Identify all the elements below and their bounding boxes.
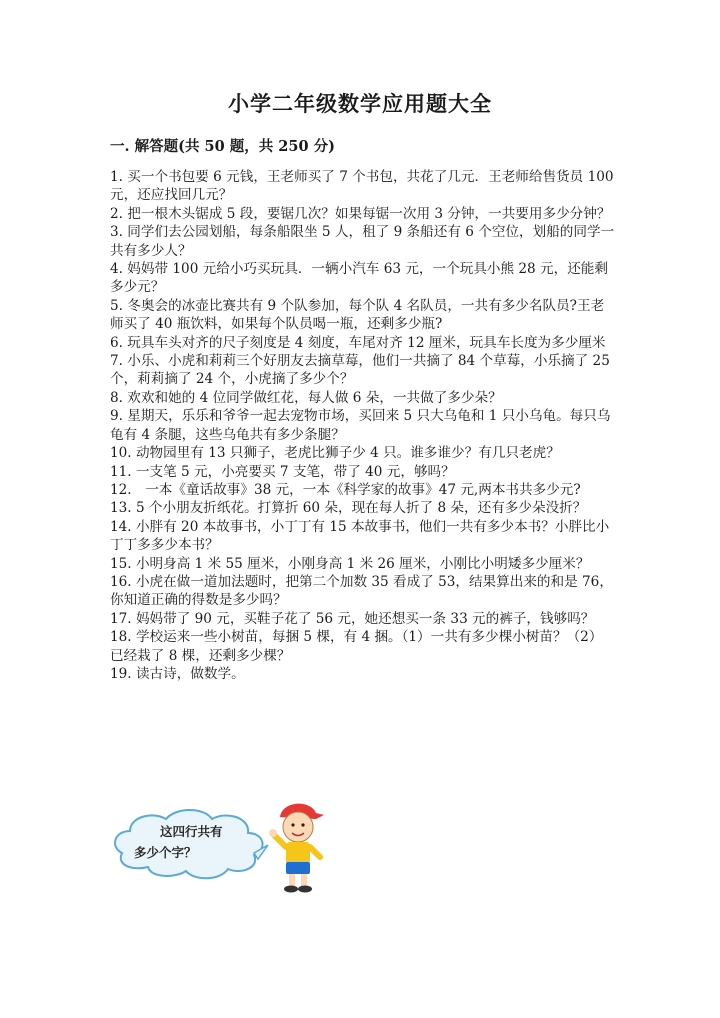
question-item: 9. 星期天，乐乐和爷爷一起去宠物市场，买回来 5 只大乌龟和 1 只小乌龟。每只乌龟有 4 条腿，这些乌龟共有多少条腿？ (110, 408, 611, 443)
bubble-text-line2: 多少个字？ (134, 845, 197, 860)
section-heading: 一. 解答题(共 50 题，共 250 分) (110, 138, 335, 155)
question-item: 5. 冬奥会的冰壶比赛共有 9 个队参加，每个队 4 名队员，一共有多少名队员?王老师买了 40 瓶饮料，如果每个队员喝一瓶，还剩多少瓶? (110, 297, 605, 333)
question-item: 15. 小明身高 1 米 55 厘米，小刚身高 1 米 26 厘米，小刚比小明矮多少厘米？ (110, 555, 590, 572)
question-item: 3. 同学们去公园划船，每条船限坐 5 人，租了 9 条船还有 6 个空位，划船的同学一共有多少人？ (110, 224, 615, 259)
question-item: 16. 小虎在做一道加法题时，把第二个加数 35 看成了 53，结果算出来的和是 76，你知道正确的得数是多少吗？ (110, 573, 613, 609)
question-item: 17. 妈妈带了 90 元，买鞋子花了 56 元，她还想买一条 33 元的裤子，钱够吗？ (110, 610, 595, 627)
question-item: 6. 玩具车头对齐的尺子刻度是 4 刻度，车尾对齐 12 厘米，玩具车长度为多少厘米 (110, 334, 606, 351)
question-item: 4. 妈妈带 100 元给小巧买玩具．一辆小汽车 63 元，一个玩具小熊 28 元，还能剩多少元？ (110, 261, 608, 296)
question-item: 12. 一本《童话故事》38 元，一本《科学家的故事》47 元,两本书共多少元? (110, 481, 581, 498)
question-item: 11. 一支笔 5 元，小亮要买 7 支笔，带了 40 元，够吗？ (110, 463, 455, 480)
cartoon-illustration (108, 795, 338, 895)
question-item: 13. 5 个小朋友折纸花。打算折 60 朵，现在每人折了 8 朵，还有多少朵没折？ (110, 500, 587, 517)
bubble-text-line1: 这四行共有 (160, 824, 223, 839)
question-item: 1. 买一个书包要 6 元钱，王老师买了 7 个书包，共花了几元．王老师给售货员 100 元，还应找回几元？ (110, 169, 614, 204)
question-item: 8. 欢欢和她的 4 位同学做红花，每人做 6 朵，一共做了多少朵？ (110, 389, 502, 406)
question-item: 18. 学校运来一些小树苗，每捆 5 棵，有 4 捆。（1）一共有多少棵小树苗？（2）已经栽了 8 棵，还剩多少棵？ (110, 629, 603, 664)
question-item: 14. 小胖有 20 本故事书，小丁丁有 15 本故事书，他们一共有多少本书？小胖比小丁丁多多少本书？ (110, 518, 610, 554)
question-item: 7. 小乐、小虎和莉莉三个好朋友去摘草莓，他们一共摘了 84 个草莓，小乐摘了 25 个，莉莉摘了 24 个，小虎摘了多少个？ (110, 353, 610, 388)
question-item: 2. 把一根木头锯成 5 段，要锯几次？如果每锯一次用 3 分钟，一共要用多少分钟？ (110, 205, 611, 222)
page-title: 小学二年级数学应用题大全 (228, 91, 492, 116)
question-item: 19. 读古诗，做数学。 (110, 665, 245, 682)
question-list (110, 168, 615, 683)
question-item: 10. 动物园里有 13 只狮子，老虎比狮子少 4 只。谁多谁少？有几只老虎？ (110, 445, 560, 462)
boy-character-icon (266, 795, 336, 895)
